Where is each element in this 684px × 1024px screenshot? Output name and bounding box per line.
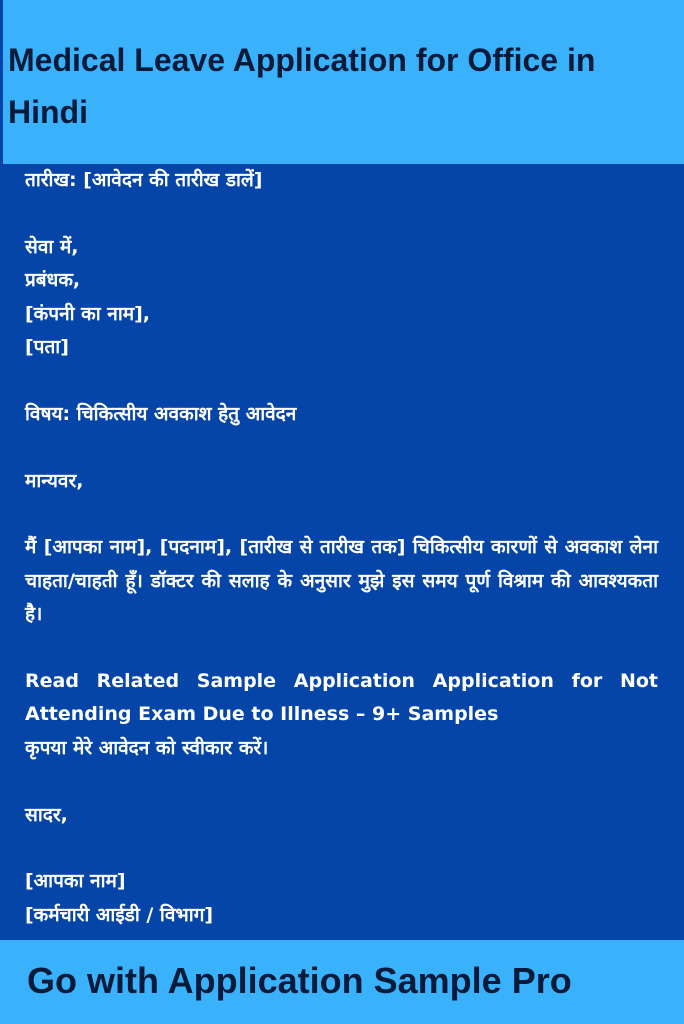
related-link[interactable]: Application for Not Attending Exam Due to Illness – 9+ Samples bbox=[25, 670, 658, 726]
company-line: [कंपनी का नाम], bbox=[25, 302, 151, 325]
related-prefix: Read Related Sample Application bbox=[25, 670, 433, 693]
letter-paragraph: मैं [आपका नाम], [पदनाम], [तारीख से तारीख तक] चिकित्सीय कारणों से अवकाश लेना चाहता/चाहती हूँ। डॉक्टर की सलाह के अनुसार मुझे इस समय पूर्ण विश्राम की आवश्यकता है। bbox=[25, 536, 658, 626]
address-line: [पता] bbox=[25, 336, 69, 359]
footer-banner bbox=[0, 940, 684, 1024]
sender-id: [कर्मचारी आईडी / विभाग] bbox=[25, 903, 214, 926]
footer-text: Go with Application Sample Pro bbox=[27, 960, 572, 1001]
recipient-line: प्रबंधक, bbox=[25, 269, 81, 292]
subject-line: विषय: चिकित्सीय अवकाश हेतु आवेदन bbox=[25, 402, 297, 425]
related-application bbox=[25, 665, 658, 732]
request-line: कृपया मेरे आवेदन को स्वीकार करें। bbox=[25, 736, 269, 759]
letter-body bbox=[25, 164, 658, 932]
header-banner bbox=[3, 0, 684, 164]
salutation-line: मान्यवर, bbox=[25, 469, 84, 492]
sender-name: [आपका नाम] bbox=[25, 870, 126, 893]
page-title: Medical Leave Application for Office in Hindi bbox=[8, 42, 596, 130]
to-line: सेवा में, bbox=[25, 235, 79, 258]
date-line: तारीख: [आवेदन की तारीख डालें] bbox=[25, 169, 263, 191]
closing-line: सादर, bbox=[25, 803, 68, 826]
